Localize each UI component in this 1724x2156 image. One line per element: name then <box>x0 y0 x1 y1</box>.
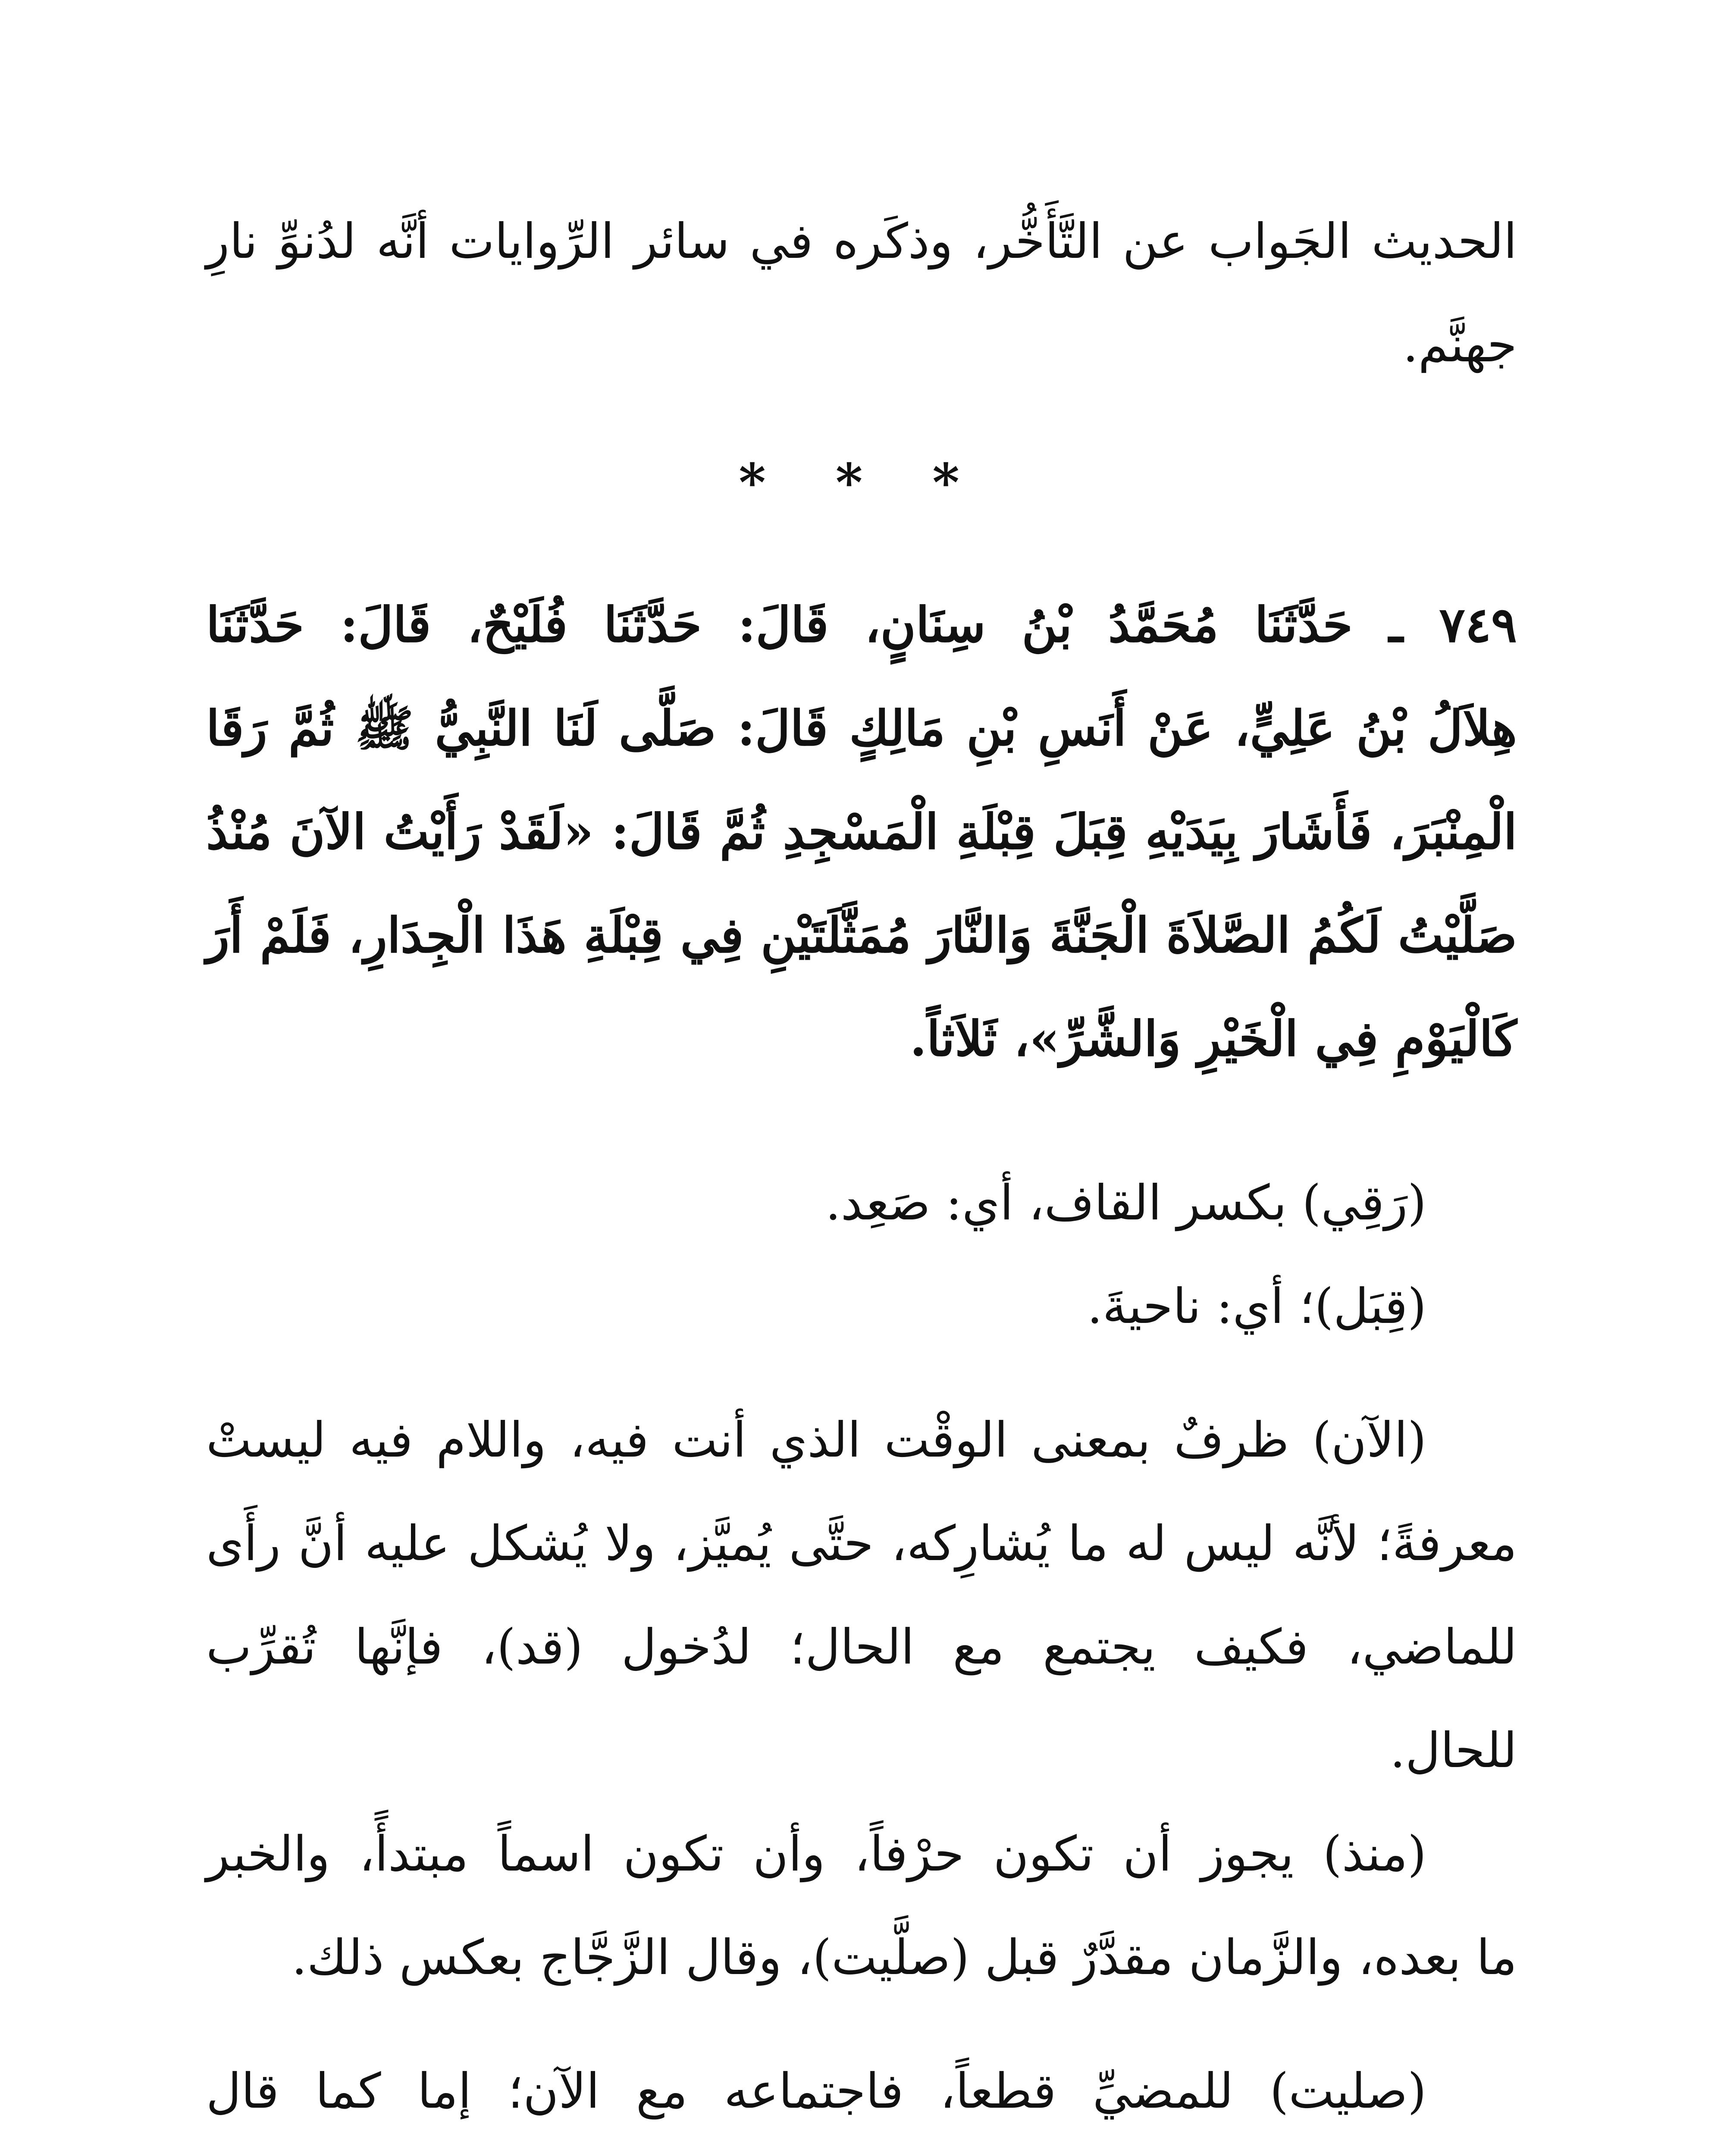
text-line: للماضي، فكيف يجتمع مع الحال؛ لدُخول (قد)، فإنَّها تُقرِّب <box>206 1619 1517 1675</box>
text-line: كَالْيَوْمِ فِي الْخَيْرِ وَالشَّرِّ»، ثَلاَثاً. <box>909 1011 1517 1067</box>
text-line: (صليت) للمضيِّ قطعاً، فاجتماعه مع الآن؛ إما كما قال <box>206 2063 1426 2119</box>
text-line: هِلاَلُ بْنُ عَلِيٍّ، عَنْ أَنَسِ بْنِ مَالِكٍ قَالَ: صَلَّى لَنَا النَّبِيُّ ﷺ ثُمَّ رَقَا <box>206 700 1517 757</box>
hadith-text <box>206 573 1517 1091</box>
intro-paragraph <box>206 190 1517 397</box>
text-line: (منذ) يجوز أن تكون حرْفاً، وأن تكون اسماً مبتدأً، والخبر <box>206 1826 1426 1882</box>
text-line: الحديث الجَواب عن التَّأَخُّر، وذكَره في سائر الرِّوايات أنَّه لدُنوِّ نارِ <box>206 213 1517 270</box>
text-line: صَلَّيْتُ لَكُمُ الصَّلاَةَ الْجَنَّةَ وَالنَّارَ مُمَثَّلَتَيْنِ فِي قِبْلَةِ هَذَا الْجِدَارِ، فَلَمْ أَرَ <box>206 907 1517 964</box>
section-separator: * * * <box>739 452 985 513</box>
text-line: ٧٤٩ ـ حَدَّثَنَا مُحَمَّدُ بْنُ سِنَانٍ، قَالَ: حَدَّثَنَا فُلَيْحٌ، قَالَ: حَدَّثَنَا <box>206 597 1517 653</box>
commentary-glosses <box>206 1151 1517 1358</box>
text-line: معرفةً؛ لأنَّه ليس له ما يُشارِكه، حتَّى يُميَّز، ولا يُشكل عليه أنَّ رأَى <box>206 1516 1517 1572</box>
text-line: ما بعده، والزَّمان مقدَّرٌ قبل (صلَّيت)، وقال الزَّجَّاج بعكس ذلك. <box>292 1930 1517 1986</box>
text-line: للحال. <box>1390 1723 1517 1779</box>
commentary-paragraph <box>206 2040 1517 2156</box>
text-line: (قِبَل)؛ أي: ناحيةَ. <box>1087 1279 1426 1335</box>
text-line: (رَقِي) بكسر القاف، أي: صَعِد. <box>825 1175 1426 1231</box>
commentary-paragraph <box>206 1388 1517 1802</box>
text-line: جهنَّم. <box>1403 317 1517 373</box>
commentary-paragraph <box>206 1802 1517 2009</box>
text-line <box>206 2143 1517 2156</box>
text-line: (الآن) ظرفٌ بمعنى الوقْت الذي أنت فيه، واللام فيه ليستْ <box>206 1412 1426 1468</box>
text-line: الْمِنْبَرَ، فَأَشَارَ بِيَدَيْهِ قِبَلَ قِبْلَةِ الْمَسْجِدِ ثُمَّ قَالَ: «لَقَدْ رَأَيْتُ الآنَ مُنْذُ <box>206 804 1517 860</box>
